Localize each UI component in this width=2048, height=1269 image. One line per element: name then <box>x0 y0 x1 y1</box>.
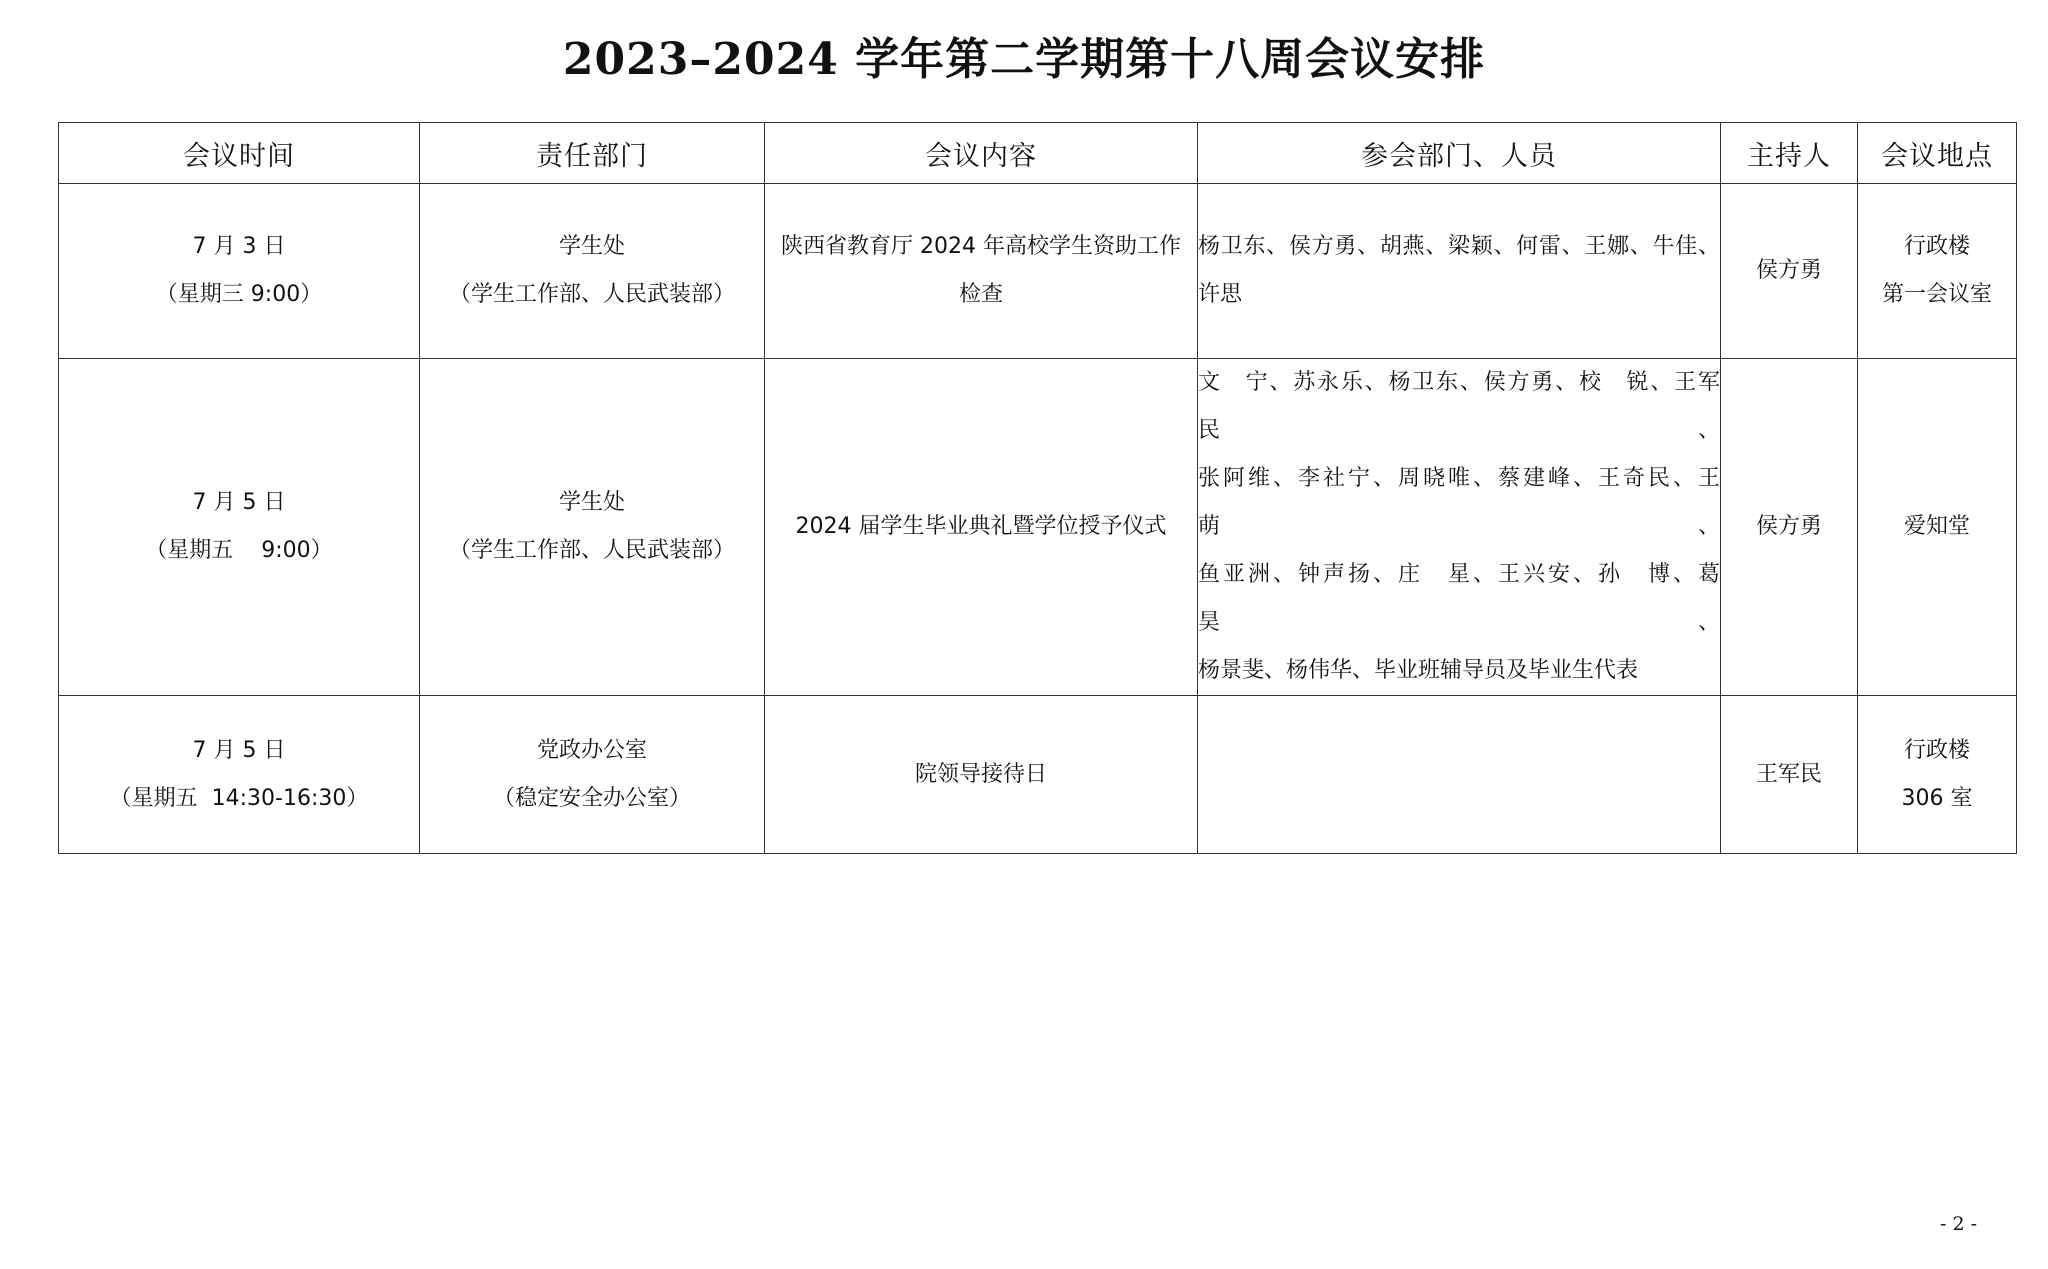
meeting-weekday-time: （星期三 9:00） <box>155 282 323 307</box>
meeting-date: 7 月 3 日 <box>192 234 286 259</box>
department-cell <box>420 184 765 359</box>
department-name: 学生处 <box>558 490 625 515</box>
page-number: - 2 - <box>1940 1213 1978 1235</box>
location-cell <box>1858 184 2017 359</box>
department-cell <box>420 359 765 696</box>
attendee-line: 张阿维、李社宁、周晓唯、蔡建峰、王奇民、王 萌、 <box>1198 466 1743 539</box>
meeting-time-cell <box>59 359 420 696</box>
host-cell: 王军民 <box>1721 696 1858 854</box>
location-cell <box>1858 696 2017 854</box>
meeting-weekday-time: （星期五 9:00） <box>145 538 333 563</box>
header-content: 会议内容 <box>765 123 1198 184</box>
table-row <box>59 696 2017 854</box>
table-row <box>59 184 2017 359</box>
meeting-schedule-table <box>58 122 2017 854</box>
table-row <box>59 359 2017 696</box>
table-header-row <box>59 123 2017 184</box>
attendee-line: 鱼亚洲、钟声扬、庄 星、王兴安、孙 博、葛 昊、 <box>1198 562 1743 635</box>
department-name: 学生处 <box>558 234 625 259</box>
content-line: 2024 届学生毕业典礼暨学位授予仪式 <box>795 514 1167 539</box>
department-cell <box>420 696 765 854</box>
header-location: 会议地点 <box>1858 123 2017 184</box>
header-department: 责任部门 <box>420 123 765 184</box>
meeting-time-cell <box>59 696 420 854</box>
meeting-time-cell <box>59 184 420 359</box>
header-time: 会议时间 <box>59 123 420 184</box>
header-host: 主持人 <box>1721 123 1858 184</box>
header-attendees: 参会部门、人员 <box>1198 123 1721 184</box>
department-sub: （学生工作部、人民武装部） <box>448 282 735 307</box>
attendee-line: 杨景斐、杨伟华、毕业班辅导员及毕业生代表 <box>1198 658 1639 683</box>
location-line: 爱知堂 <box>1903 514 1970 539</box>
host-cell: 侯方勇 <box>1721 359 1858 696</box>
attendees-cell <box>1198 184 1721 359</box>
attendees-cell <box>1198 696 1721 854</box>
location-line: 行政楼 <box>1903 737 1970 763</box>
location-line: 306 室 <box>1901 785 1973 811</box>
content-cell <box>765 359 1198 696</box>
content-cell <box>765 696 1198 854</box>
attendees-cell <box>1198 359 1743 696</box>
content-line: 陕西省教育厅 2024 年高校学生资助工作 <box>781 234 1181 259</box>
meeting-weekday-time: （星期五 14:30-16:30） <box>109 785 369 811</box>
attendee-line: 杨卫东、侯方勇、胡燕、梁颖、何雷、王娜、牛佳、 <box>1198 234 1720 259</box>
attendee-line: 许思 <box>1198 282 1243 307</box>
content-cell <box>765 184 1198 359</box>
content-line: 院领导接待日 <box>914 761 1047 787</box>
meeting-date: 7 月 5 日 <box>192 737 286 763</box>
department-sub: （学生工作部、人民武装部） <box>448 538 735 563</box>
location-cell <box>1858 359 2017 696</box>
location-line: 行政楼 <box>1903 234 1970 259</box>
content-line: 检查 <box>958 282 1003 307</box>
department-name: 党政办公室 <box>536 737 647 763</box>
meeting-date: 7 月 5 日 <box>192 490 286 515</box>
page-title: 2023–2024 学年第二学期第十八周会议安排 <box>562 34 1486 85</box>
location-line: 第一会议室 <box>1881 282 1992 307</box>
department-sub: （稳定安全办公室） <box>492 785 691 811</box>
host-cell: 侯方勇 <box>1721 184 1858 359</box>
attendee-line: 文 宁、苏永乐、杨卫东、侯方勇、校 锐、王军民、 <box>1198 370 1720 443</box>
